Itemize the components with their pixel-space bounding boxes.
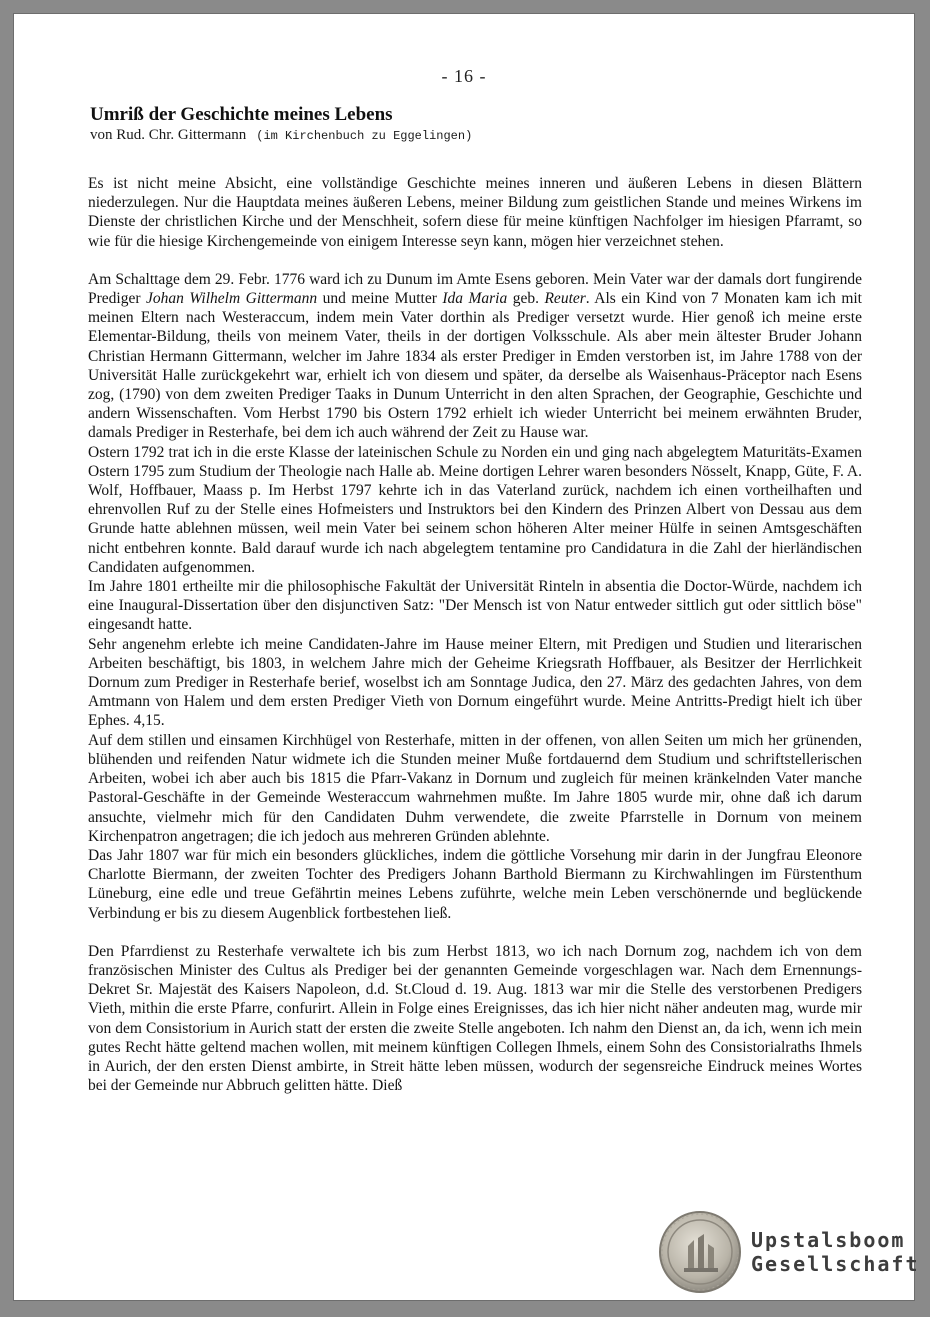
document-header	[90, 104, 850, 145]
paragraph-doctorate: Im Jahre 1801 ertheilte mir die philosophische Fakultät der Universität Rinteln in absentia die Doctor-Würde, nachdem ich eine Inaugural-Dissertation über den disjunctiven Satz: "Der Mensch ist von Natur entweder sittlich gut oder sittlich böse" eingesandt hatte.	[88, 578, 862, 634]
document-title: Umriß der Geschichte meines Lebens	[90, 104, 393, 125]
document-page	[14, 14, 920, 1300]
paragraph-studies: Ostern 1792 trat ich in die erste Klasse der lateinischen Schule zu Norden ein und ging nach abgelegtem Maturitäts-Examen Ostern 1795 zum Studium der Theologie nach Halle ab. Meine dortigen Lehrer waren besonders Nösselt, Knapp, Güte, F. A. Wolf, Hoffbauer, Maass p. Im Herbst 1797 kehrte ich in das Vaterland zurück, nachdem ich einen vortheilhaften und ehrenvollen Ruf zu der Stelle eines Hofmeisters und Instruktors bei den Kindern des Prinzen Albert von Dessau aus dem Grunde hatte ablehnen müssen, weil mein Vater bei seinem schon höheren Alter meiner Hülfe in seinen Amtsgeschäften nicht entbehren konnte. Bald darauf wurde ich nach abgelegtem tentamine pro Candidatura in die Zahl der hierländischen Candidaten aufgenommen.	[88, 443, 862, 576]
paragraph-marriage: Das Jahr 1807 war für mich ein besonders glückliches, indem die göttliche Vorsehung mir darin in der Jungfrau Eleonore Charlotte Biermann, der zweiten Tochter des Predigers Johann Barthold Biermann zu Kirchwahlingen im Fürstenthum Lüneburg, eine edle und treue Gefährtin meines Lebens zuführte, welche mein Leben verschönernde und beglückende Verbindung er bis zu diesem Augenblick fortbestehen ließ.	[88, 846, 862, 922]
paragraph-birth: Am Schalttage dem 29. Febr. 1776 ward ich zu Dunum im Amte Esens geboren. Mein Vater war der damals dort fungirende Prediger Johan Wilhelm Gittermann und meine Mutter Ida Maria geb. Reuter. Als ein Kind von 7 Monaten kam ich mit meinen Eltern nach Westeraccum, indem mein Vater dorthin als Prediger versetzt wurde. Hier genoß ich meine erste Elementar-Bildung, theils von meinem Vater, theils in der dortigen Volksschule. Als aber mein ältester Bruder Johann Christian Hermann Gittermann, welcher im Jahre 1834 als erster Prediger in Emden verstorben ist, im Jahre 1788 von der Universität Halle zurückgekehrt war, erhielt ich von diesem und später, da derselbe als Waisenhaus-Präceptor nach Esens zog, (1790) von dem zweiten Prediger Taaks in Dunum Unterricht in den alten Sprachen, der Geographie, Geschichte und andern Wissenschaften. Vom Herbst 1790 bis Ostern 1792 erhielt ich wieder Unterricht bei meinem erwähnten Bruder, damals Prediger in Resterhafe, bei dem ich auch während der Zeit zu Hause war.	[88, 270, 862, 442]
source-note: (im Kirchenbuch zu Eggelingen)	[256, 129, 473, 143]
paragraph-dornum: Den Pfarrdienst zu Resterhafe verwaltete ich bis zum Herbst 1813, wo ich nach Dornum zog, nachdem ich von dem französischen Minister des Cultus als Prediger bei der genannten Gemeinde vorgeschlagen war. Nach dem Ernennungs-Dekret Sr. Majestät des Kaisers Napoleon, d.d. St.Cloud d. 19. Aug. 1813 war mir die Stelle des verstorbenen Predigers Vieth, mithin die erste Pfarre, confurirt. Allein in Folge eines Ereignisses, das ich hier nicht näher andeuten mag, wurde mir von dem Consistorium in Aurich statt der ersten die zweite Stelle angeboten. Ich nahm den Dienst an, da ich, wenn ich mein gutes Recht hätte geltend machen wollen, mit meinem künftigen Collegen Ihmels, einem Sohn des Consistorialraths Ihmels in Aurich, der den ersten Dienst ambirte, in Streit hätte leben müssen, wodurch der segensreiche Eindruck meines Wortes bei der Gemeinde nur Abbruch gelitten hätte. Dieß	[88, 942, 862, 1095]
society-seal-icon	[658, 1210, 742, 1294]
paragraph-intro: Es ist nicht meine Absicht, eine vollständige Geschichte meines inneren und äußeren Lebens in diesen Blättern niederzulegen. Nur die Hauptdata meines äußeren Lebens, meiner Bildung zum geistlichen Stande und meines Wirkens im Dienste der christlichen Kirche und der Menschheit, sofern diese für meine künftigen Nachfolger im hiesigen Pfarramt, so wie für die hiesige Kirchengemeinde von einigem Interesse seyn kann, mögen hier verzeichnet stehen.	[88, 175, 862, 250]
paragraph-resterhafe: Auf dem stillen und einsamen Kirchhügel von Resterhafe, mitten in der offenen, von allen Seiten um mich her grünenden, blühenden und reifenden Natur widmete ich die Stunden meiner Muße fortdauernd dem Studium und schriftstellerischen Arbeiten, wobei ich aber auch bis 1815 die Pfarr-Vakanz in Dornum und zugleich für meinen kränkelnden Vater manche Pastoral-Geschäfte in der Gemeinde Westeraccum wahrnehmen mußte. Im Jahre 1805 wurde mir, ohne daß ich darum ansuchte, vielmehr mich für den Candidaten Duhm verwendete, die zweite Pfarrstelle in Dornum von meinem Kirchenpatron angetragen; die ich jedoch aus mehreren Gründen ablehnte.	[88, 731, 862, 845]
brand-line-1: Upstalsboom	[751, 1228, 906, 1252]
byline	[90, 126, 850, 145]
page-number: - 16 -	[441, 66, 487, 86]
brand-line-2: Gesellschaft	[751, 1252, 920, 1276]
society-brand	[751, 1228, 920, 1276]
document-body	[88, 174, 862, 1095]
paragraph-candidate-years: Sehr angenehm erlebte ich meine Candidaten-Jahre im Hause meiner Eltern, mit Predigen und Studien und literarischen Arbeiten beschäftigt, bis 1803, in welchem Jahre mich der Geheime Kriegsrath Hoffbauer, als Besitzer der Herrlichkeit Dornum zum Prediger in Resterhafe berief, woselbst ich am Sonntage Judica, den 27. März des gedachten Jahres, von dem Amtmann von Halem und dem ersten Prediger Vieth von Dornum eingeführt wurde. Meine Antritts-Predigt hielt ich über Ephes. 4,15.	[88, 635, 862, 730]
mother-maiden-name: Reuter	[544, 290, 586, 308]
mother-name: Ida Maria	[442, 290, 508, 308]
father-name: Johan Wilhelm Gittermann	[146, 290, 318, 308]
author: von Rud. Chr. Gittermann	[90, 127, 247, 143]
